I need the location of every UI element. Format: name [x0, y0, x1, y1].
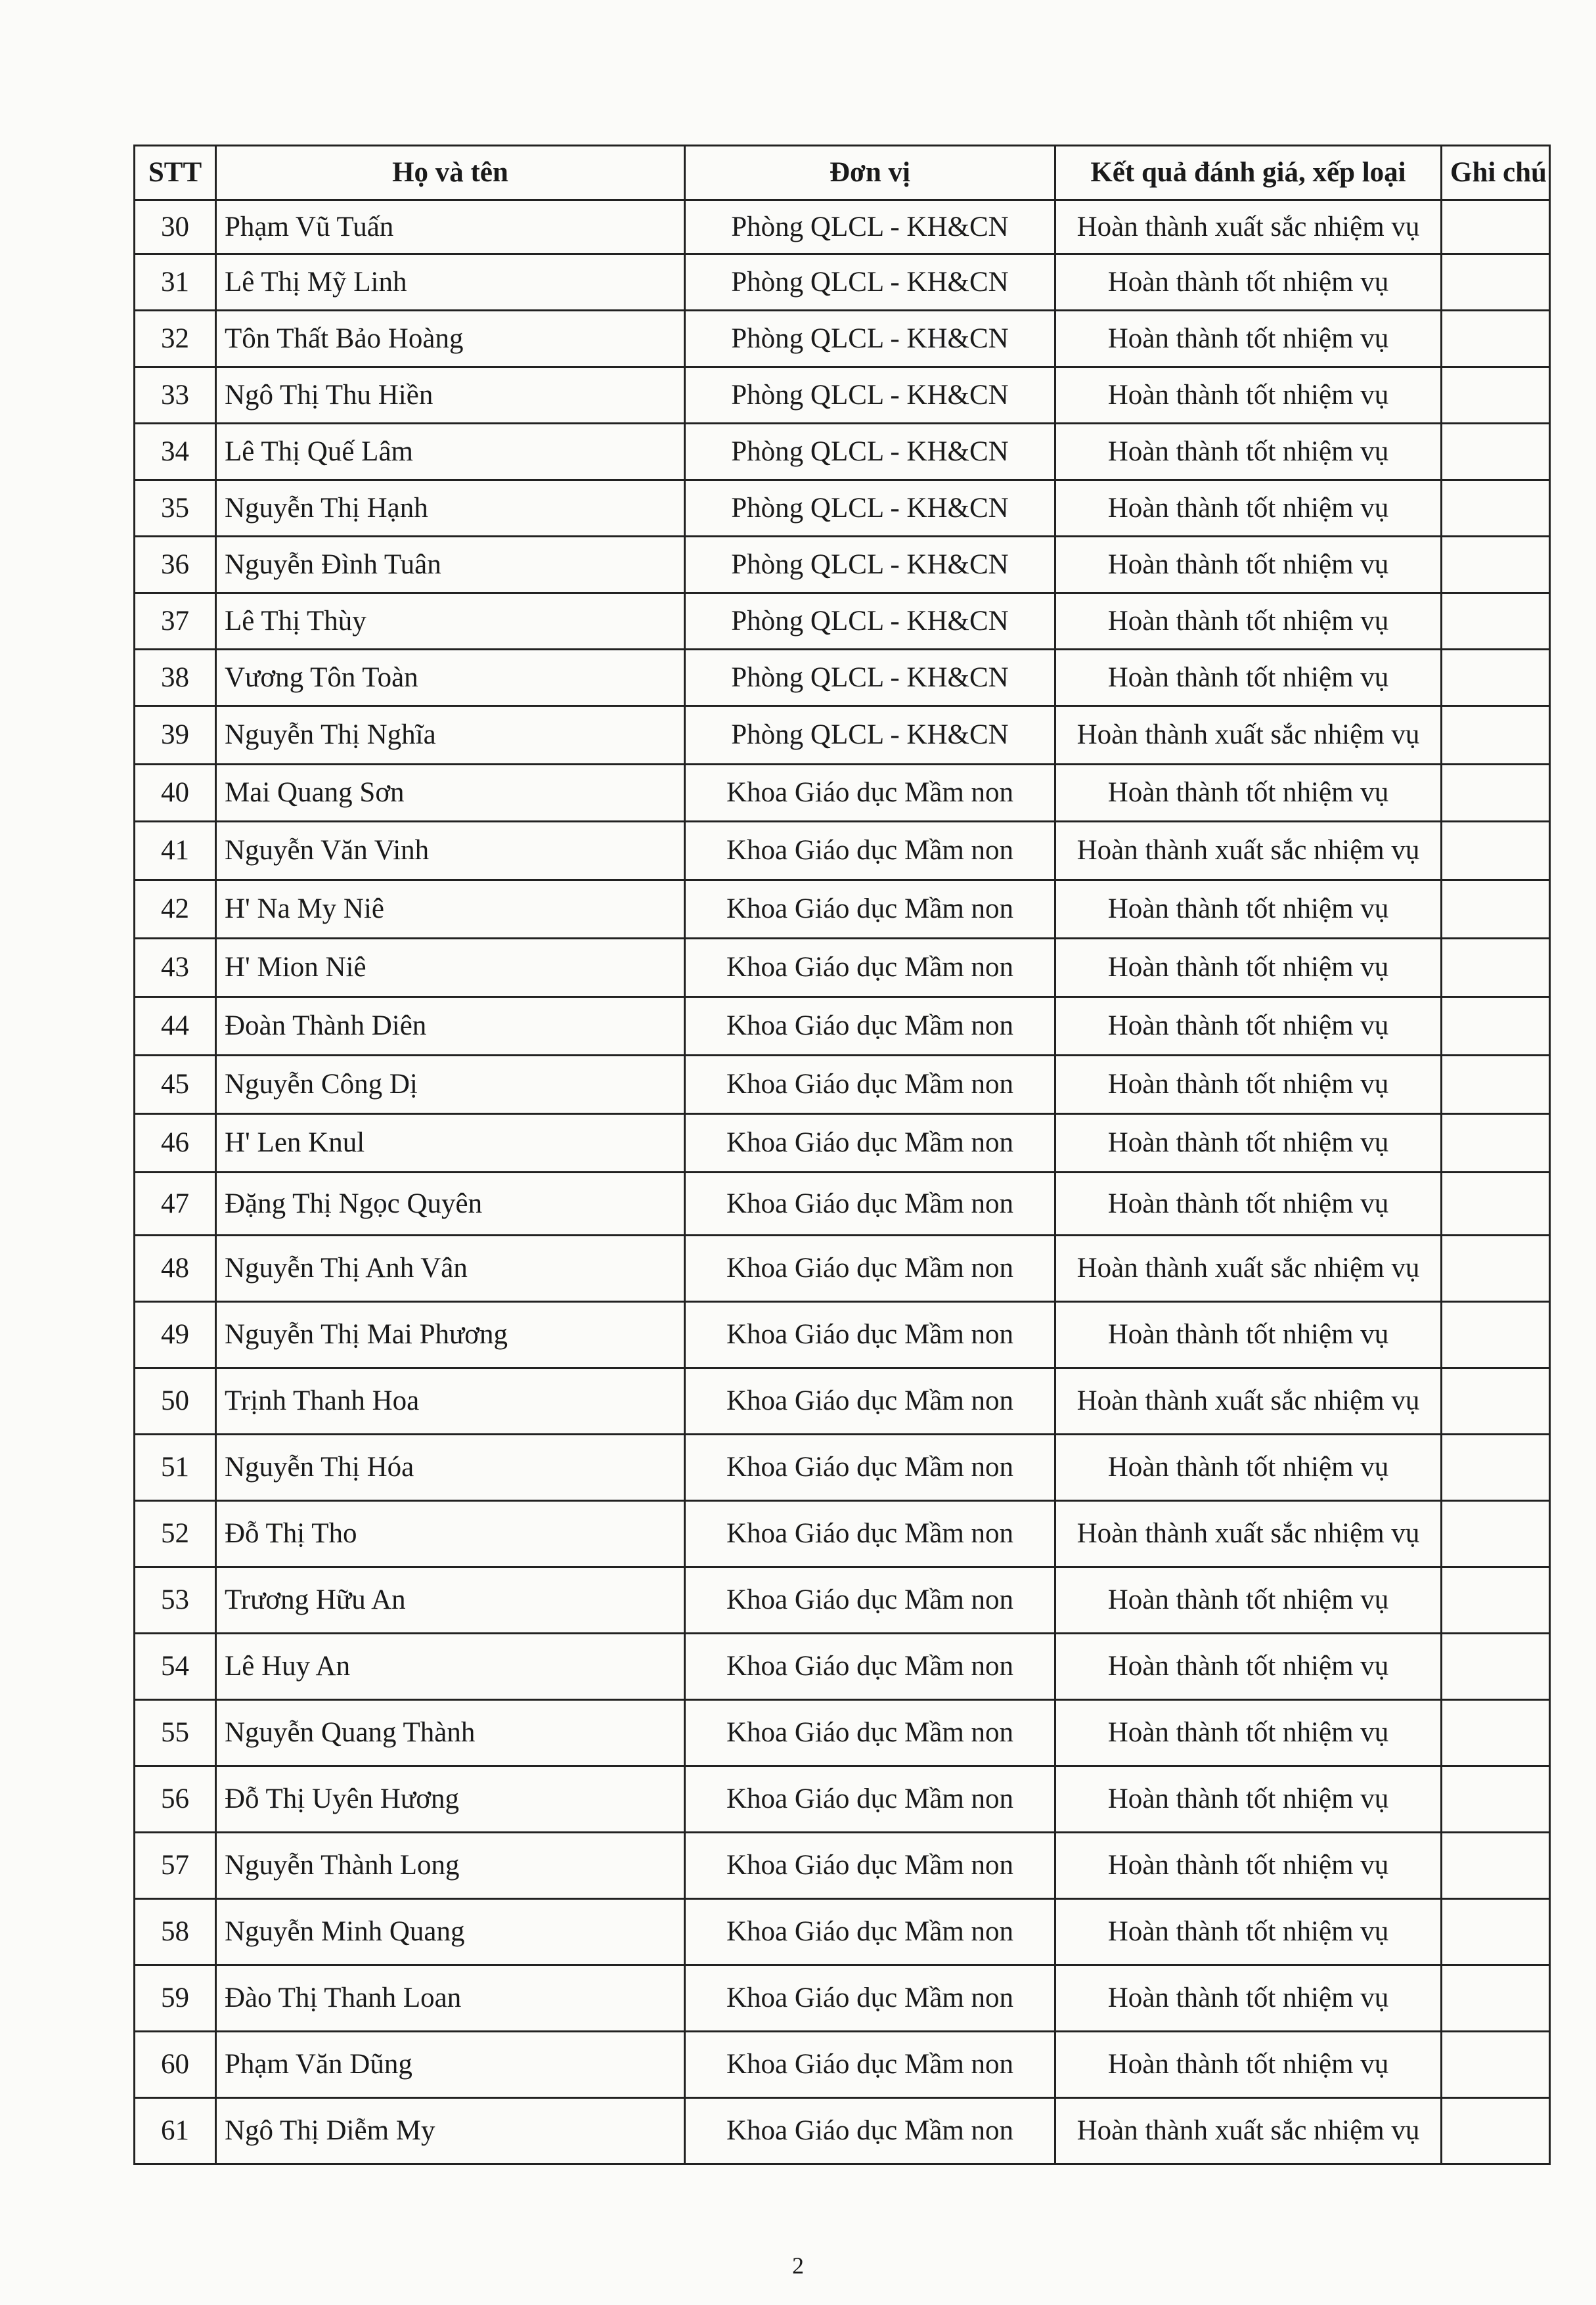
- cell-stt: 54: [135, 1634, 216, 1700]
- cell-note: [1442, 880, 1550, 939]
- table-row: [135, 1567, 1550, 1634]
- header-row: [135, 146, 1550, 200]
- table-row: [135, 650, 1550, 706]
- cell-name: Đỗ Thị Uyên Hương: [216, 1766, 685, 1833]
- cell-unit: Khoa Giáo dục Mầm non: [685, 939, 1055, 997]
- cell-stt: 55: [135, 1700, 216, 1766]
- cell-result: Hoàn thành tốt nhiệm vụ: [1055, 1634, 1442, 1700]
- cell-name: Đào Thị Thanh Loan: [216, 1965, 685, 2032]
- cell-stt: 44: [135, 997, 216, 1056]
- cell-result: Hoàn thành xuất sắc nhiệm vụ: [1055, 822, 1442, 880]
- cell-stt: 48: [135, 1236, 216, 1302]
- cell-note: [1442, 593, 1550, 650]
- cell-stt: 60: [135, 2032, 216, 2098]
- cell-note: [1442, 997, 1550, 1056]
- cell-stt: 59: [135, 1965, 216, 2032]
- cell-name: Nguyễn Thị Mai Phương: [216, 1302, 685, 1368]
- table-row: [135, 1965, 1550, 2032]
- cell-result: Hoàn thành tốt nhiệm vụ: [1055, 367, 1442, 424]
- table-row: [135, 1302, 1550, 1368]
- cell-note: [1442, 2098, 1550, 2164]
- cell-unit: Khoa Giáo dục Mầm non: [685, 2032, 1055, 2098]
- table-row: [135, 1766, 1550, 1833]
- table-row: [135, 939, 1550, 997]
- table-row: [135, 311, 1550, 367]
- header-stt: STT: [135, 146, 216, 200]
- cell-note: [1442, 1634, 1550, 1700]
- table-row: [135, 1435, 1550, 1501]
- cell-note: [1442, 1833, 1550, 1899]
- cell-note: [1442, 200, 1550, 254]
- cell-note: [1442, 1236, 1550, 1302]
- cell-result: Hoàn thành tốt nhiệm vụ: [1055, 765, 1442, 822]
- cell-name: Nguyễn Quang Thành: [216, 1700, 685, 1766]
- cell-note: [1442, 706, 1550, 765]
- cell-result: Hoàn thành tốt nhiệm vụ: [1055, 1302, 1442, 1368]
- cell-unit: Khoa Giáo dục Mầm non: [685, 822, 1055, 880]
- cell-stt: 36: [135, 537, 216, 593]
- cell-name: Nguyễn Thị Hóa: [216, 1435, 685, 1501]
- cell-name: Nguyễn Thị Hạnh: [216, 480, 685, 537]
- cell-name: Vương Tôn Toàn: [216, 650, 685, 706]
- table-row: [135, 1833, 1550, 1899]
- cell-stt: 47: [135, 1173, 216, 1236]
- cell-name: Nguyễn Thị Anh Vân: [216, 1236, 685, 1302]
- cell-name: H' Mion Niê: [216, 939, 685, 997]
- cell-result: Hoàn thành tốt nhiệm vụ: [1055, 650, 1442, 706]
- cell-unit: Phòng QLCL - KH&CN: [685, 424, 1055, 480]
- table-row: [135, 424, 1550, 480]
- cell-unit: Khoa Giáo dục Mầm non: [685, 1567, 1055, 1634]
- cell-result: Hoàn thành tốt nhiệm vụ: [1055, 1766, 1442, 1833]
- cell-unit: Phòng QLCL - KH&CN: [685, 650, 1055, 706]
- cell-stt: 49: [135, 1302, 216, 1368]
- cell-note: [1442, 1899, 1550, 1965]
- cell-unit: Khoa Giáo dục Mầm non: [685, 1899, 1055, 1965]
- table-row: [135, 997, 1550, 1056]
- cell-result: Hoàn thành tốt nhiệm vụ: [1055, 1435, 1442, 1501]
- table-row: [135, 593, 1550, 650]
- cell-unit: Khoa Giáo dục Mầm non: [685, 1236, 1055, 1302]
- cell-result: Hoàn thành tốt nhiệm vụ: [1055, 2032, 1442, 2098]
- cell-note: [1442, 2032, 1550, 2098]
- cell-result: Hoàn thành tốt nhiệm vụ: [1055, 1965, 1442, 2032]
- cell-note: [1442, 1567, 1550, 1634]
- cell-unit: Phòng QLCL - KH&CN: [685, 480, 1055, 537]
- table-row: [135, 822, 1550, 880]
- cell-name: Lê Huy An: [216, 1634, 685, 1700]
- cell-unit: Khoa Giáo dục Mầm non: [685, 1056, 1055, 1114]
- cell-note: [1442, 1056, 1550, 1114]
- cell-name: Nguyễn Văn Vinh: [216, 822, 685, 880]
- cell-result: Hoàn thành xuất sắc nhiệm vụ: [1055, 706, 1442, 765]
- table-row: [135, 1368, 1550, 1435]
- table-row: [135, 367, 1550, 424]
- cell-note: [1442, 1435, 1550, 1501]
- cell-stt: 45: [135, 1056, 216, 1114]
- cell-stt: 43: [135, 939, 216, 997]
- cell-stt: 31: [135, 254, 216, 311]
- header-note: Ghi chú: [1442, 146, 1550, 200]
- cell-result: Hoàn thành tốt nhiệm vụ: [1055, 1173, 1442, 1236]
- cell-name: Đặng Thị Ngọc Quyên: [216, 1173, 685, 1236]
- header-name: Họ và tên: [216, 146, 685, 200]
- cell-result: Hoàn thành xuất sắc nhiệm vụ: [1055, 2098, 1442, 2164]
- cell-unit: Phòng QLCL - KH&CN: [685, 254, 1055, 311]
- cell-note: [1442, 1766, 1550, 1833]
- cell-stt: 58: [135, 1899, 216, 1965]
- cell-stt: 40: [135, 765, 216, 822]
- cell-result: Hoàn thành tốt nhiệm vụ: [1055, 939, 1442, 997]
- cell-result: Hoàn thành tốt nhiệm vụ: [1055, 311, 1442, 367]
- cell-unit: Phòng QLCL - KH&CN: [685, 200, 1055, 254]
- cell-name: Nguyễn Minh Quang: [216, 1899, 685, 1965]
- table-row: [135, 1056, 1550, 1114]
- cell-note: [1442, 254, 1550, 311]
- cell-result: Hoàn thành xuất sắc nhiệm vụ: [1055, 1501, 1442, 1567]
- cell-name: Phạm Vũ Tuấn: [216, 200, 685, 254]
- table-header: [135, 146, 1550, 200]
- table-body: [135, 200, 1550, 2164]
- cell-note: [1442, 1114, 1550, 1173]
- evaluation-table: [133, 145, 1551, 2165]
- cell-note: [1442, 765, 1550, 822]
- cell-name: Mai Quang Sơn: [216, 765, 685, 822]
- cell-stt: 30: [135, 200, 216, 254]
- cell-note: [1442, 1173, 1550, 1236]
- cell-stt: 33: [135, 367, 216, 424]
- table-row: [135, 880, 1550, 939]
- cell-unit: Khoa Giáo dục Mầm non: [685, 1435, 1055, 1501]
- cell-note: [1442, 480, 1550, 537]
- cell-unit: Khoa Giáo dục Mầm non: [685, 1965, 1055, 2032]
- table-row: [135, 1899, 1550, 1965]
- table-row: [135, 1114, 1550, 1173]
- page-number: 2: [792, 2252, 804, 2279]
- cell-unit: Khoa Giáo dục Mầm non: [685, 1766, 1055, 1833]
- cell-result: Hoàn thành tốt nhiệm vụ: [1055, 424, 1442, 480]
- cell-name: Trịnh Thanh Hoa: [216, 1368, 685, 1435]
- cell-unit: Phòng QLCL - KH&CN: [685, 311, 1055, 367]
- cell-unit: Khoa Giáo dục Mầm non: [685, 1833, 1055, 1899]
- cell-name: Nguyễn Thị Nghĩa: [216, 706, 685, 765]
- cell-name: Ngô Thị Diễm My: [216, 2098, 685, 2164]
- cell-stt: 42: [135, 880, 216, 939]
- cell-unit: Khoa Giáo dục Mầm non: [685, 1634, 1055, 1700]
- cell-note: [1442, 1368, 1550, 1435]
- table-row: [135, 200, 1550, 254]
- cell-name: Lê Thị Quế Lâm: [216, 424, 685, 480]
- cell-unit: Phòng QLCL - KH&CN: [685, 706, 1055, 765]
- cell-stt: 51: [135, 1435, 216, 1501]
- cell-unit: Khoa Giáo dục Mầm non: [685, 765, 1055, 822]
- cell-note: [1442, 424, 1550, 480]
- table-row: [135, 1173, 1550, 1236]
- cell-unit: Phòng QLCL - KH&CN: [685, 367, 1055, 424]
- cell-result: Hoàn thành tốt nhiệm vụ: [1055, 1056, 1442, 1114]
- cell-result: Hoàn thành tốt nhiệm vụ: [1055, 537, 1442, 593]
- table-row: [135, 1236, 1550, 1302]
- cell-stt: 34: [135, 424, 216, 480]
- cell-unit: Khoa Giáo dục Mầm non: [685, 1700, 1055, 1766]
- cell-note: [1442, 367, 1550, 424]
- cell-name: Nguyễn Công Dị: [216, 1056, 685, 1114]
- cell-note: [1442, 822, 1550, 880]
- cell-name: Lê Thị Mỹ Linh: [216, 254, 685, 311]
- cell-stt: 50: [135, 1368, 216, 1435]
- cell-stt: 53: [135, 1567, 216, 1634]
- cell-unit: Khoa Giáo dục Mầm non: [685, 1302, 1055, 1368]
- cell-note: [1442, 1700, 1550, 1766]
- cell-name: Trương Hữu An: [216, 1567, 685, 1634]
- header-result: Kết quả đánh giá, xếp loại: [1055, 146, 1442, 200]
- cell-stt: 35: [135, 480, 216, 537]
- cell-unit: Phòng QLCL - KH&CN: [685, 537, 1055, 593]
- cell-result: Hoàn thành xuất sắc nhiệm vụ: [1055, 200, 1442, 254]
- cell-note: [1442, 1302, 1550, 1368]
- cell-unit: Khoa Giáo dục Mầm non: [685, 997, 1055, 1056]
- cell-result: Hoàn thành tốt nhiệm vụ: [1055, 880, 1442, 939]
- cell-stt: 52: [135, 1501, 216, 1567]
- cell-result: Hoàn thành tốt nhiệm vụ: [1055, 1833, 1442, 1899]
- cell-result: Hoàn thành tốt nhiệm vụ: [1055, 480, 1442, 537]
- cell-unit: Khoa Giáo dục Mầm non: [685, 1114, 1055, 1173]
- table-row: [135, 765, 1550, 822]
- cell-result: Hoàn thành tốt nhiệm vụ: [1055, 997, 1442, 1056]
- cell-note: [1442, 939, 1550, 997]
- cell-stt: 46: [135, 1114, 216, 1173]
- table-row: [135, 2098, 1550, 2164]
- table-row: [135, 1501, 1550, 1567]
- cell-unit: Khoa Giáo dục Mầm non: [685, 1368, 1055, 1435]
- table-row: [135, 480, 1550, 537]
- cell-name: Đoàn Thành Diên: [216, 997, 685, 1056]
- cell-stt: 56: [135, 1766, 216, 1833]
- cell-unit: Khoa Giáo dục Mầm non: [685, 1501, 1055, 1567]
- cell-note: [1442, 650, 1550, 706]
- cell-result: Hoàn thành tốt nhiệm vụ: [1055, 1700, 1442, 1766]
- cell-result: Hoàn thành xuất sắc nhiệm vụ: [1055, 1368, 1442, 1435]
- cell-name: Tôn Thất Bảo Hoàng: [216, 311, 685, 367]
- cell-name: H' Len Knul: [216, 1114, 685, 1173]
- cell-name: H' Na My Niê: [216, 880, 685, 939]
- header-unit: Đơn vị: [685, 146, 1055, 200]
- table-row: [135, 2032, 1550, 2098]
- cell-name: Lê Thị Thùy: [216, 593, 685, 650]
- cell-note: [1442, 537, 1550, 593]
- cell-name: Nguyễn Đình Tuân: [216, 537, 685, 593]
- cell-unit: Khoa Giáo dục Mầm non: [685, 1173, 1055, 1236]
- cell-unit: Khoa Giáo dục Mầm non: [685, 2098, 1055, 2164]
- cell-name: Ngô Thị Thu Hiền: [216, 367, 685, 424]
- cell-name: Phạm Văn Dũng: [216, 2032, 685, 2098]
- table-row: [135, 706, 1550, 765]
- cell-result: Hoàn thành tốt nhiệm vụ: [1055, 1567, 1442, 1634]
- table-row: [135, 1634, 1550, 1700]
- cell-unit: Phòng QLCL - KH&CN: [685, 593, 1055, 650]
- cell-stt: 41: [135, 822, 216, 880]
- cell-note: [1442, 1965, 1550, 2032]
- cell-note: [1442, 311, 1550, 367]
- cell-result: Hoàn thành tốt nhiệm vụ: [1055, 1899, 1442, 1965]
- cell-stt: 39: [135, 706, 216, 765]
- cell-note: [1442, 1501, 1550, 1567]
- table-row: [135, 254, 1550, 311]
- cell-result: Hoàn thành tốt nhiệm vụ: [1055, 254, 1442, 311]
- cell-result: Hoàn thành xuất sắc nhiệm vụ: [1055, 1236, 1442, 1302]
- table-row: [135, 1700, 1550, 1766]
- cell-name: Nguyễn Thành Long: [216, 1833, 685, 1899]
- cell-stt: 32: [135, 311, 216, 367]
- cell-unit: Khoa Giáo dục Mầm non: [685, 880, 1055, 939]
- cell-name: Đỗ Thị Tho: [216, 1501, 685, 1567]
- cell-result: Hoàn thành tốt nhiệm vụ: [1055, 593, 1442, 650]
- cell-stt: 38: [135, 650, 216, 706]
- cell-result: Hoàn thành tốt nhiệm vụ: [1055, 1114, 1442, 1173]
- cell-stt: 61: [135, 2098, 216, 2164]
- cell-stt: 57: [135, 1833, 216, 1899]
- cell-stt: 37: [135, 593, 216, 650]
- table-row: [135, 537, 1550, 593]
